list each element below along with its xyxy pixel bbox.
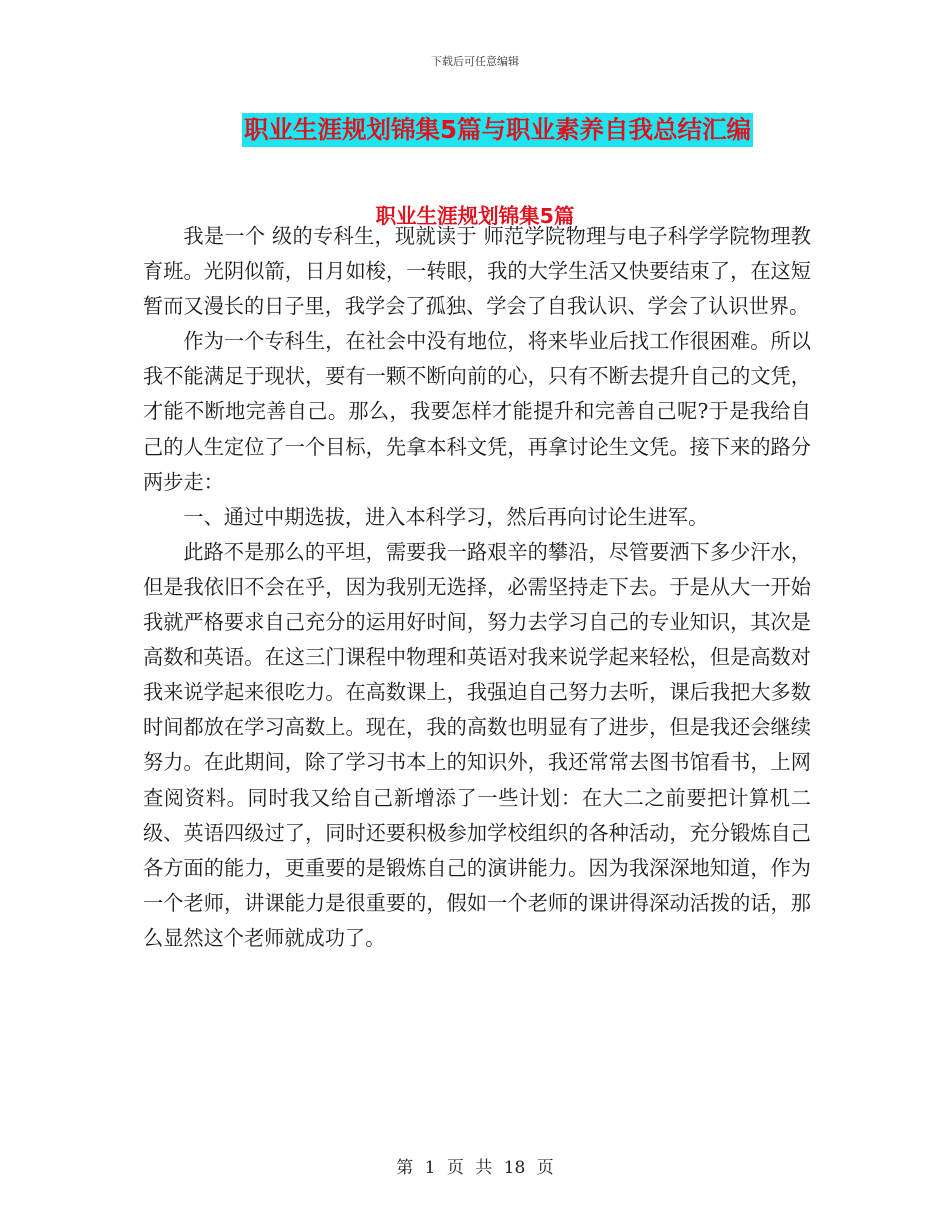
paragraph-1: 我是一个 级的专科生，现就读于 师范学院物理与电子科学学院物理教育班。光阴似箭，日月如梭，一转眼，我的大学生活又快要结束了，在这短暂而又漫长的日子里，我学会了孤独、学会了自我认识、学会了认识世界。: [143, 224, 811, 319]
section-title: 职业生涯规划锦集5篇: [375, 204, 575, 228]
paragraph-4: 此路不是那么的平坦，需要我一路艰辛的攀沿，尽管要洒下多少汗水，但是我依旧不会在乎，因为我别无选择，必需坚持走下去。于是从大一开始我就严格要求自己充分的运用好时间，努力去学习自己的专业知识，其次是高数和英语。在这三门课程中物理和英语对我来说学起来轻松，但是高数对我来说学起来很吃力。在高数课上，我强迫自己努力去听，课后我把大多数时间都放在学习高数上。现在，我的高数也明显有了进步，但是我还会继续努力。在此期间，除了学习书本上的知识外，我还常常去图书馆看书，上网查阅资料。同时我又给自己新增添了一些计划：在大二之前要把计算机二级、英语四级过了，同时还要积极参加学校组织的各种活动，充分锻炼自己各方面的能力，更重要的是锻炼自己的演讲能力。因为我深深地知道，作为一个老师，讲课能力是很重要的，假如一个老师的课讲得深动活拨的话，那么显然这个老师就成功了。: [143, 539, 811, 950]
header-note: 下载后可任意编辑: [431, 55, 519, 68]
main-title-wrap: [0, 113, 950, 147]
paragraph-2: 作为一个专科生，在社会中没有地位，将来毕业后找工作很困难。所以我不能满足于现状，要有一颗不断向前的心，只有不断去提升自己的文凭，才能不断地完善自己。那么，我要怎样才能提升和完善自己呢?于是我给自己的人生定位了一个目标，先拿本科文凭，再拿讨论生文凭。接下来的路分两步走：: [143, 329, 811, 494]
page-footer: 第 1 页 共 18 页: [396, 1158, 554, 1178]
main-title: 职业生涯规划锦集5篇与职业素养自我总结汇编: [242, 113, 753, 147]
body-text: [143, 219, 811, 956]
paragraph-3: 一、通过中期选拔，进入本科学习，然后再向讨论生进军。: [183, 504, 709, 529]
